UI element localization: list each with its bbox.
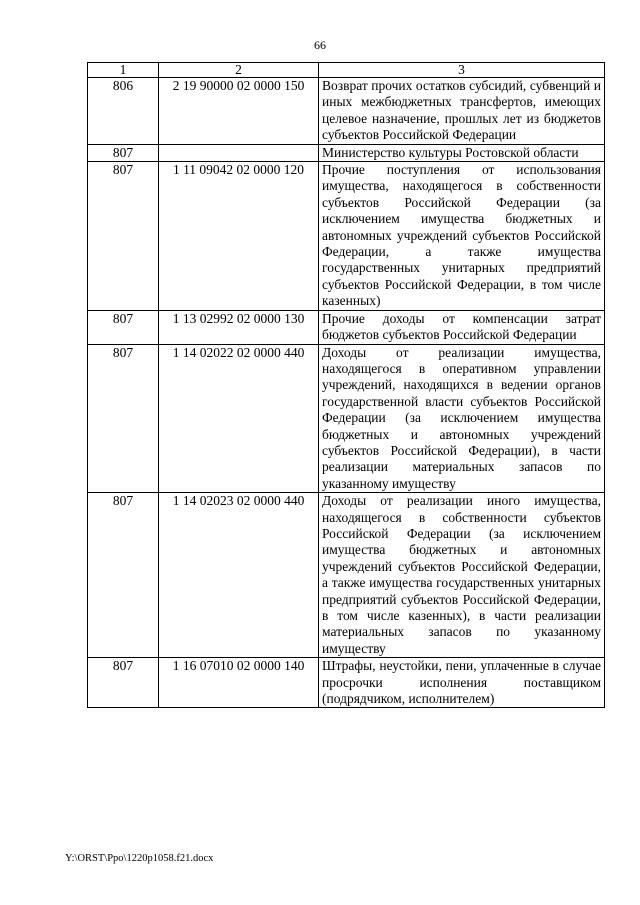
table-header-row (88, 63, 605, 78)
table-row (88, 344, 605, 493)
column-header-3: 3 (319, 63, 605, 78)
admin-code-cell: 807 (88, 344, 159, 493)
table-row (88, 493, 605, 658)
table-row (88, 310, 605, 344)
table-row (88, 144, 605, 161)
revenue-code-cell (159, 144, 319, 161)
admin-code-cell: 807 (88, 144, 159, 161)
column-header-1: 1 (88, 63, 159, 78)
revenue-name-cell: Доходы от реализации имущества, находящегося в оперативном управлении учреждений, находящихся в ведении органов государственной власти субъектов Российской Федерации (за исключением имущества бюджетных и автономных учреждений субъектов Российской Федерации), в части реализации материальных запасов по указанному имуществу (319, 344, 605, 493)
revenue-code-cell: 1 14 02022 02 0000 440 (159, 344, 319, 493)
admin-code-cell: 807 (88, 310, 159, 344)
revenue-name-cell: Прочие поступления от использования имущества, находящегося в собственности субъектов Российской Федерации (за исключением имущества бюджетных и автономных учреждений субъектов Российской Федерации, а также имущества государственных унитарных предприятий субъектов Российской Федерации, в том числе казенных) (319, 162, 605, 311)
table-row (88, 162, 605, 311)
page-number: 66 (314, 38, 326, 52)
revenue-code-cell: 1 16 07010 02 0000 140 (159, 658, 319, 708)
revenue-name-cell: Доходы от реализации иного имущества, находящегося в собственности субъектов Российской Федерации (за исключением имущества бюджетных и автономных учреждений субъектов Российской Федерации, а также имущества государственных унитарных предприятий субъектов Российской Федерации, в том числе казенных), в части реализации материальных запасов по указанному имуществу (319, 493, 605, 658)
document-file-path: Y:\ORST\Ppo\1220p1058.f21.docx (65, 853, 214, 864)
column-header-2: 2 (159, 63, 319, 78)
revenue-code-cell: 2 19 90000 02 0000 150 (159, 78, 319, 145)
revenue-name-cell: Штрафы, неустойки, пени, уплаченные в случае просрочки исполнения поставщиком (подрядчиком, исполнителем) (319, 658, 605, 708)
table-row (88, 78, 605, 145)
revenue-name-cell: Возврат прочих остатков субсидий, субвенций и иных межбюджетных трансфертов, имеющих целевое назначение, прошлых лет из бюджетов субъектов Российской Федерации (319, 78, 605, 145)
admin-code-cell: 807 (88, 658, 159, 708)
revenue-name-cell: Прочие доходы от компенсации затрат бюджетов субъектов Российской Федерации (319, 310, 605, 344)
admin-code-cell: 807 (88, 162, 159, 311)
revenue-name-cell: Министерство культуры Ростовской области (319, 144, 605, 161)
revenue-codes-table (87, 62, 605, 708)
revenue-code-cell: 1 13 02992 02 0000 130 (159, 310, 319, 344)
revenue-code-cell: 1 11 09042 02 0000 120 (159, 162, 319, 311)
table-row (88, 658, 605, 708)
revenue-code-cell: 1 14 02023 02 0000 440 (159, 493, 319, 658)
admin-code-cell: 807 (88, 493, 159, 658)
admin-code-cell: 806 (88, 78, 159, 145)
